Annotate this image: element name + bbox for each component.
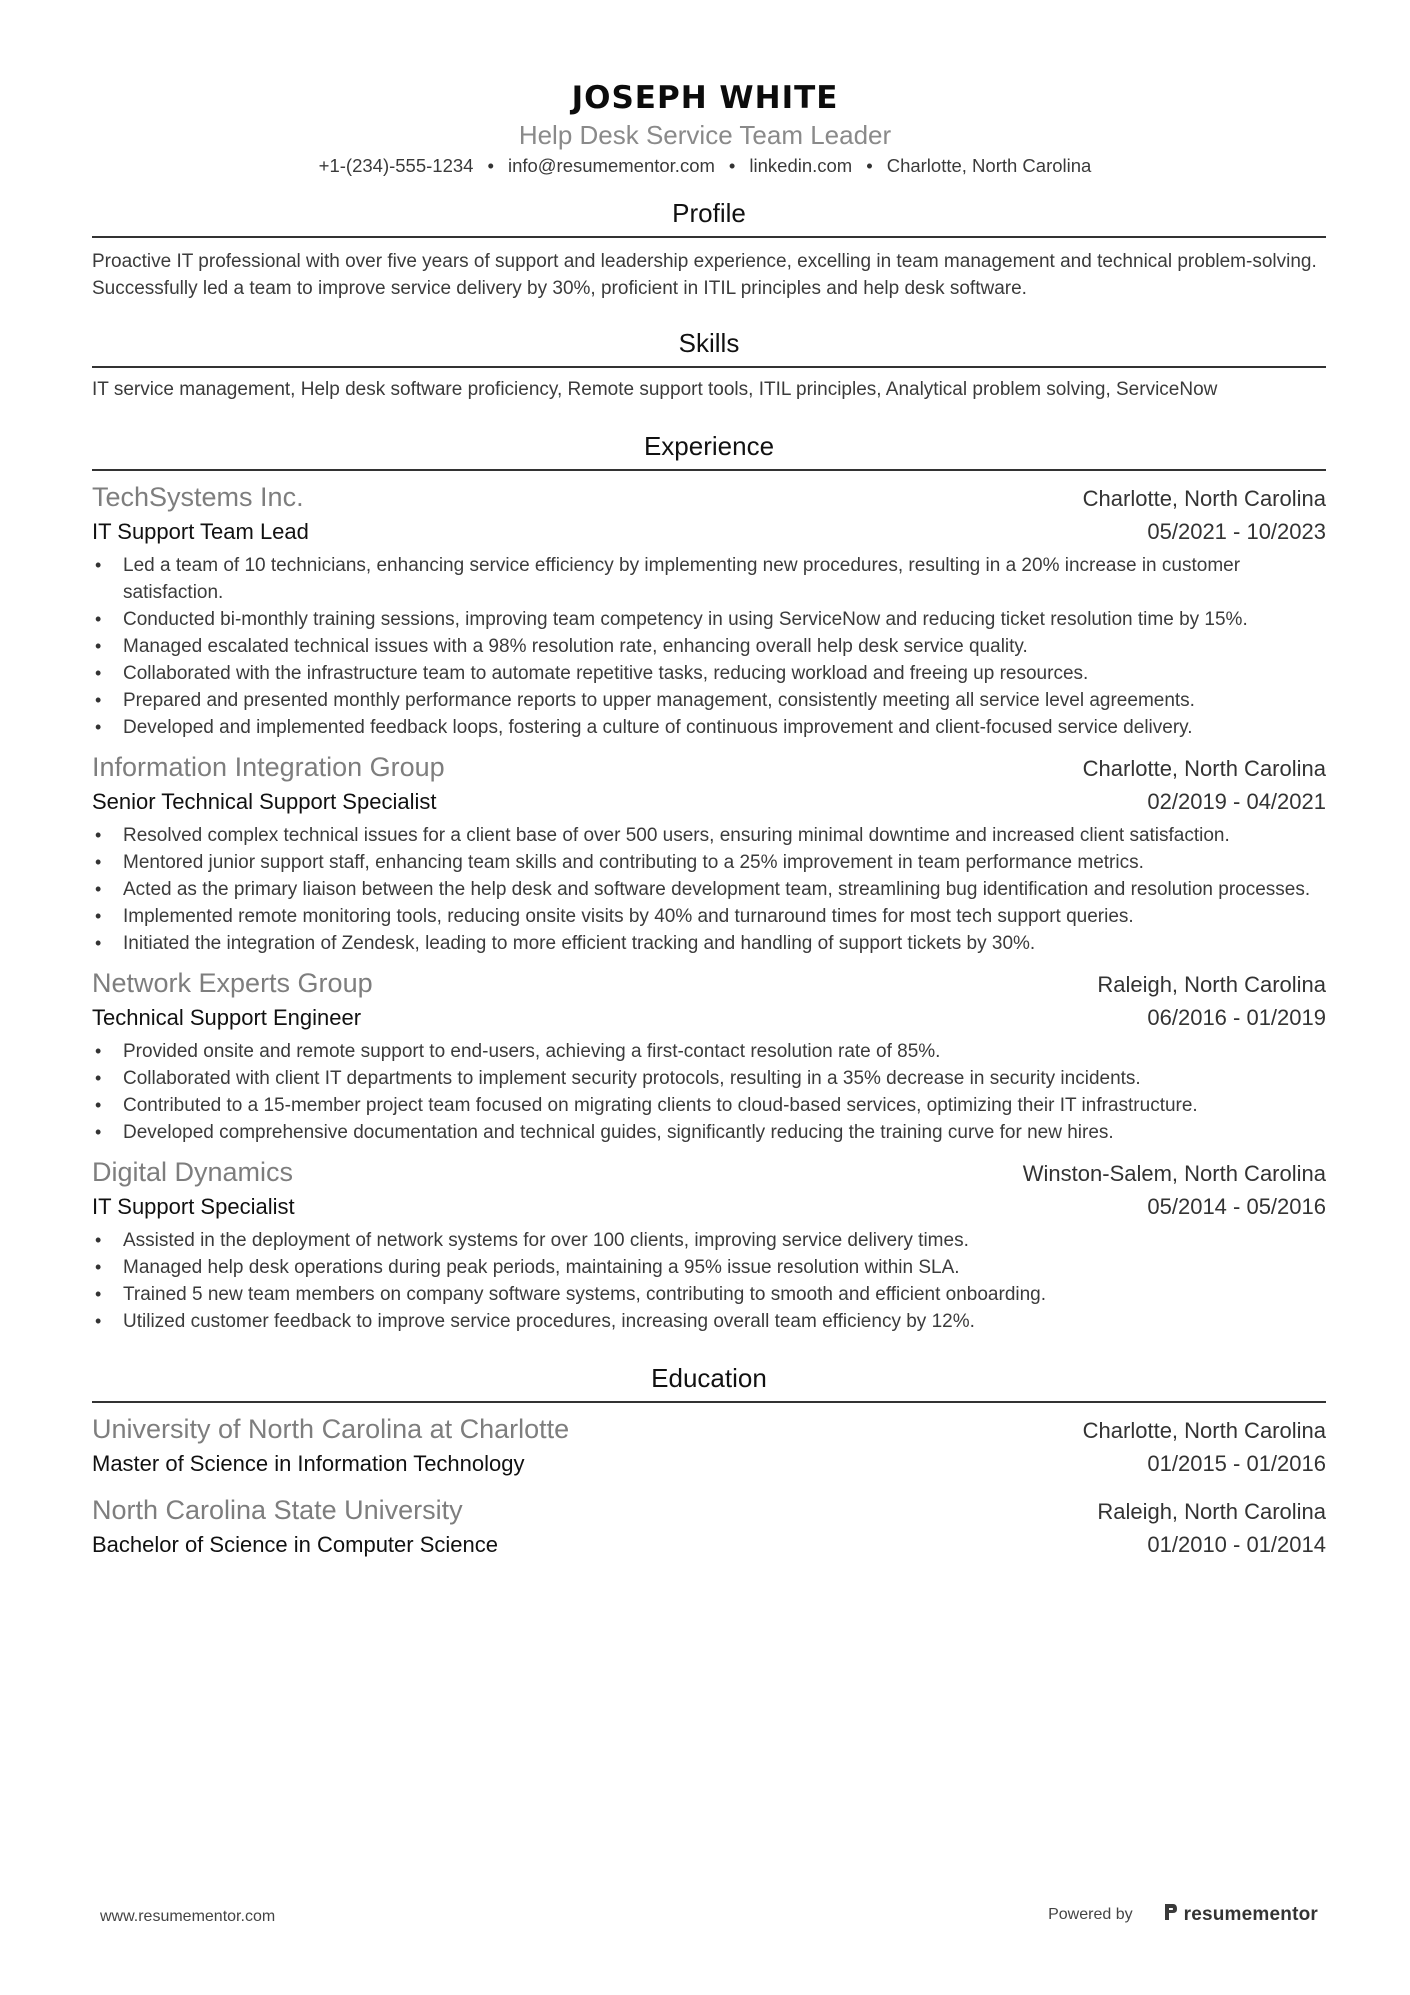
job-bullets	[92, 552, 1326, 741]
skills-text: IT service management, Help desk software proficiency, Remote support tools, ITIL principles, Analytical problem solving, ServiceNow	[92, 379, 1218, 400]
list-item: • Implemented remote monitoring tools, reducing onsite visits by 40% and turnaround times for most tech support queries.	[92, 903, 1326, 930]
job-location: Raleigh, North Carolina	[1097, 972, 1326, 997]
list-item: • Led a team of 10 technicians, enhancing service efficiency by implementing new procedures, resulting in a 20% increase in customer satisfaction.	[92, 552, 1326, 606]
contact-email[interactable]: info@resumementor.com	[507, 155, 715, 176]
resumementor-logo-icon	[1163, 1902, 1179, 1927]
section-heading: Education	[92, 1361, 1326, 1403]
list-item: • Conducted bi-monthly training sessions, improving team competency in using ServiceNow and reducing ticket resolution time by 15%.	[92, 606, 1326, 633]
job-location: Charlotte, North Carolina	[1082, 756, 1326, 781]
job-location: Winston-Salem, North Carolina	[1022, 1161, 1326, 1186]
list-item: • Collaborated with the infrastructure team to automate repetitive tasks, reducing workload and freeing up resources.	[92, 660, 1326, 687]
list-item: • Prepared and presented monthly performance reports to upper management, consistently meeting all service level agreements.	[92, 687, 1326, 714]
job-company: Digital Dynamics	[92, 1157, 294, 1187]
job-dates: 05/2014 - 05/2016	[1147, 1194, 1326, 1219]
list-item: • Developed comprehensive documentation and technical guides, significantly reducing the training curve for new hires.	[92, 1119, 1326, 1146]
list-item: • Acted as the primary liaison between the help desk and software development team, streamlining bug identification and resolution processes.	[92, 876, 1326, 903]
contact-separator: •	[728, 155, 736, 176]
list-item: • Provided onsite and remote support to end-users, achieving a first-contact resolution rate of 85%.	[92, 1038, 1326, 1065]
list-item: • Collaborated with client IT departments to implement security protocols, resulting in a 35% decrease in security incidents.	[92, 1065, 1326, 1092]
section-heading: Experience	[92, 429, 1326, 471]
job-company: TechSystems Inc.	[92, 482, 304, 512]
education-entry	[92, 1492, 1326, 1561]
list-item: • Contributed to a 15-member project team focused on migrating clients to cloud-based services, optimizing their IT infrastructure.	[92, 1092, 1326, 1119]
list-item: • Trained 5 new team members on company software systems, contributing to smooth and efficient onboarding.	[92, 1281, 1326, 1308]
brand-name: resumementor	[1183, 1903, 1318, 1925]
resume-body	[92, 196, 1326, 1579]
school-name: North Carolina State University	[92, 1495, 463, 1525]
job-bullets	[92, 1227, 1326, 1335]
job-company: Network Experts Group	[92, 968, 373, 998]
job-entry	[92, 965, 1326, 1146]
section-heading: Skills	[92, 326, 1326, 368]
footer-website[interactable]: www.resumementor.com	[100, 1908, 276, 1925]
list-item: • Developed and implemented feedback loops, fostering a culture of continuous improvement and client-focused service delivery.	[92, 714, 1326, 741]
job-role: Technical Support Engineer	[92, 1005, 362, 1030]
contact-line	[0, 152, 1410, 180]
resume-header	[0, 78, 1410, 180]
contact-linkedin[interactable]: linkedin.com	[749, 155, 853, 176]
school-name: University of North Carolina at Charlotte	[92, 1414, 570, 1444]
contact-separator: •	[866, 155, 873, 176]
footer-branding	[1048, 1902, 1318, 1927]
brand-logo[interactable]	[1163, 1902, 1318, 1927]
skills-section	[92, 326, 1326, 403]
profile-section	[92, 196, 1326, 302]
job-dates: 02/2019 - 04/2021	[1147, 789, 1326, 814]
powered-by-label: Powered by	[1048, 1905, 1133, 1923]
job-entry	[92, 479, 1326, 741]
job-role: IT Support Specialist	[92, 1194, 295, 1219]
list-item: • Managed help desk operations during peak periods, maintaining a 95% issue resolution within SLA.	[92, 1254, 1326, 1281]
profile-text: Proactive IT professional with over five years of support and leadership experience, excelling in team management and technical problem-solving. Successfully led a team to improve service delivery by 30%, proficient in ITIL principles and help desk software.	[92, 251, 1317, 299]
list-item: • Assisted in the deployment of network systems for over 100 clients, improving service delivery times.	[92, 1227, 1326, 1254]
candidate-name: JOSEPH WHITE	[571, 80, 839, 116]
experience-section	[92, 429, 1326, 1335]
school-location: Charlotte, North Carolina	[1082, 1418, 1326, 1443]
list-item: • Managed escalated technical issues with a 98% resolution rate, enhancing overall help desk service quality.	[92, 633, 1326, 660]
contact-location: Charlotte, North Carolina	[886, 155, 1092, 176]
job-role: Senior Technical Support Specialist	[92, 789, 437, 814]
education-section	[92, 1361, 1326, 1561]
contact-phone: +1-(234)-555-1234	[318, 155, 474, 176]
candidate-title: Help Desk Service Team Leader	[518, 120, 892, 150]
list-item: • Mentored junior support staff, enhancing team skills and contributing to a 25% improvement in team performance metrics.	[92, 849, 1326, 876]
list-item: • Utilized customer feedback to improve service procedures, increasing overall team efficiency by 12%.	[92, 1308, 1326, 1335]
job-company: Information Integration Group	[92, 752, 445, 782]
education-dates: 01/2010 - 01/2014	[1147, 1532, 1326, 1557]
list-item: • Resolved complex technical issues for a client base of over 500 users, ensuring minimal downtime and increased client satisfaction.	[92, 822, 1326, 849]
list-item: • Initiated the integration of Zendesk, leading to more efficient tracking and handling of support tickets by 30%.	[92, 930, 1326, 957]
job-entry	[92, 749, 1326, 957]
job-location: Charlotte, North Carolina	[1082, 486, 1326, 511]
job-dates: 06/2016 - 01/2019	[1147, 1005, 1326, 1030]
degree-name: Master of Science in Information Technology	[92, 1451, 525, 1476]
contact-separator: •	[487, 155, 494, 176]
job-dates: 05/2021 - 10/2023	[1147, 519, 1326, 544]
education-dates: 01/2015 - 01/2016	[1147, 1451, 1326, 1476]
education-entry	[92, 1411, 1326, 1480]
job-bullets	[92, 822, 1326, 957]
degree-name: Bachelor of Science in Computer Science	[92, 1532, 498, 1557]
job-role: IT Support Team Lead	[92, 519, 309, 544]
school-location: Raleigh, North Carolina	[1097, 1499, 1326, 1524]
job-bullets	[92, 1038, 1326, 1146]
job-entry	[92, 1154, 1326, 1335]
section-heading: Profile	[92, 196, 1326, 238]
